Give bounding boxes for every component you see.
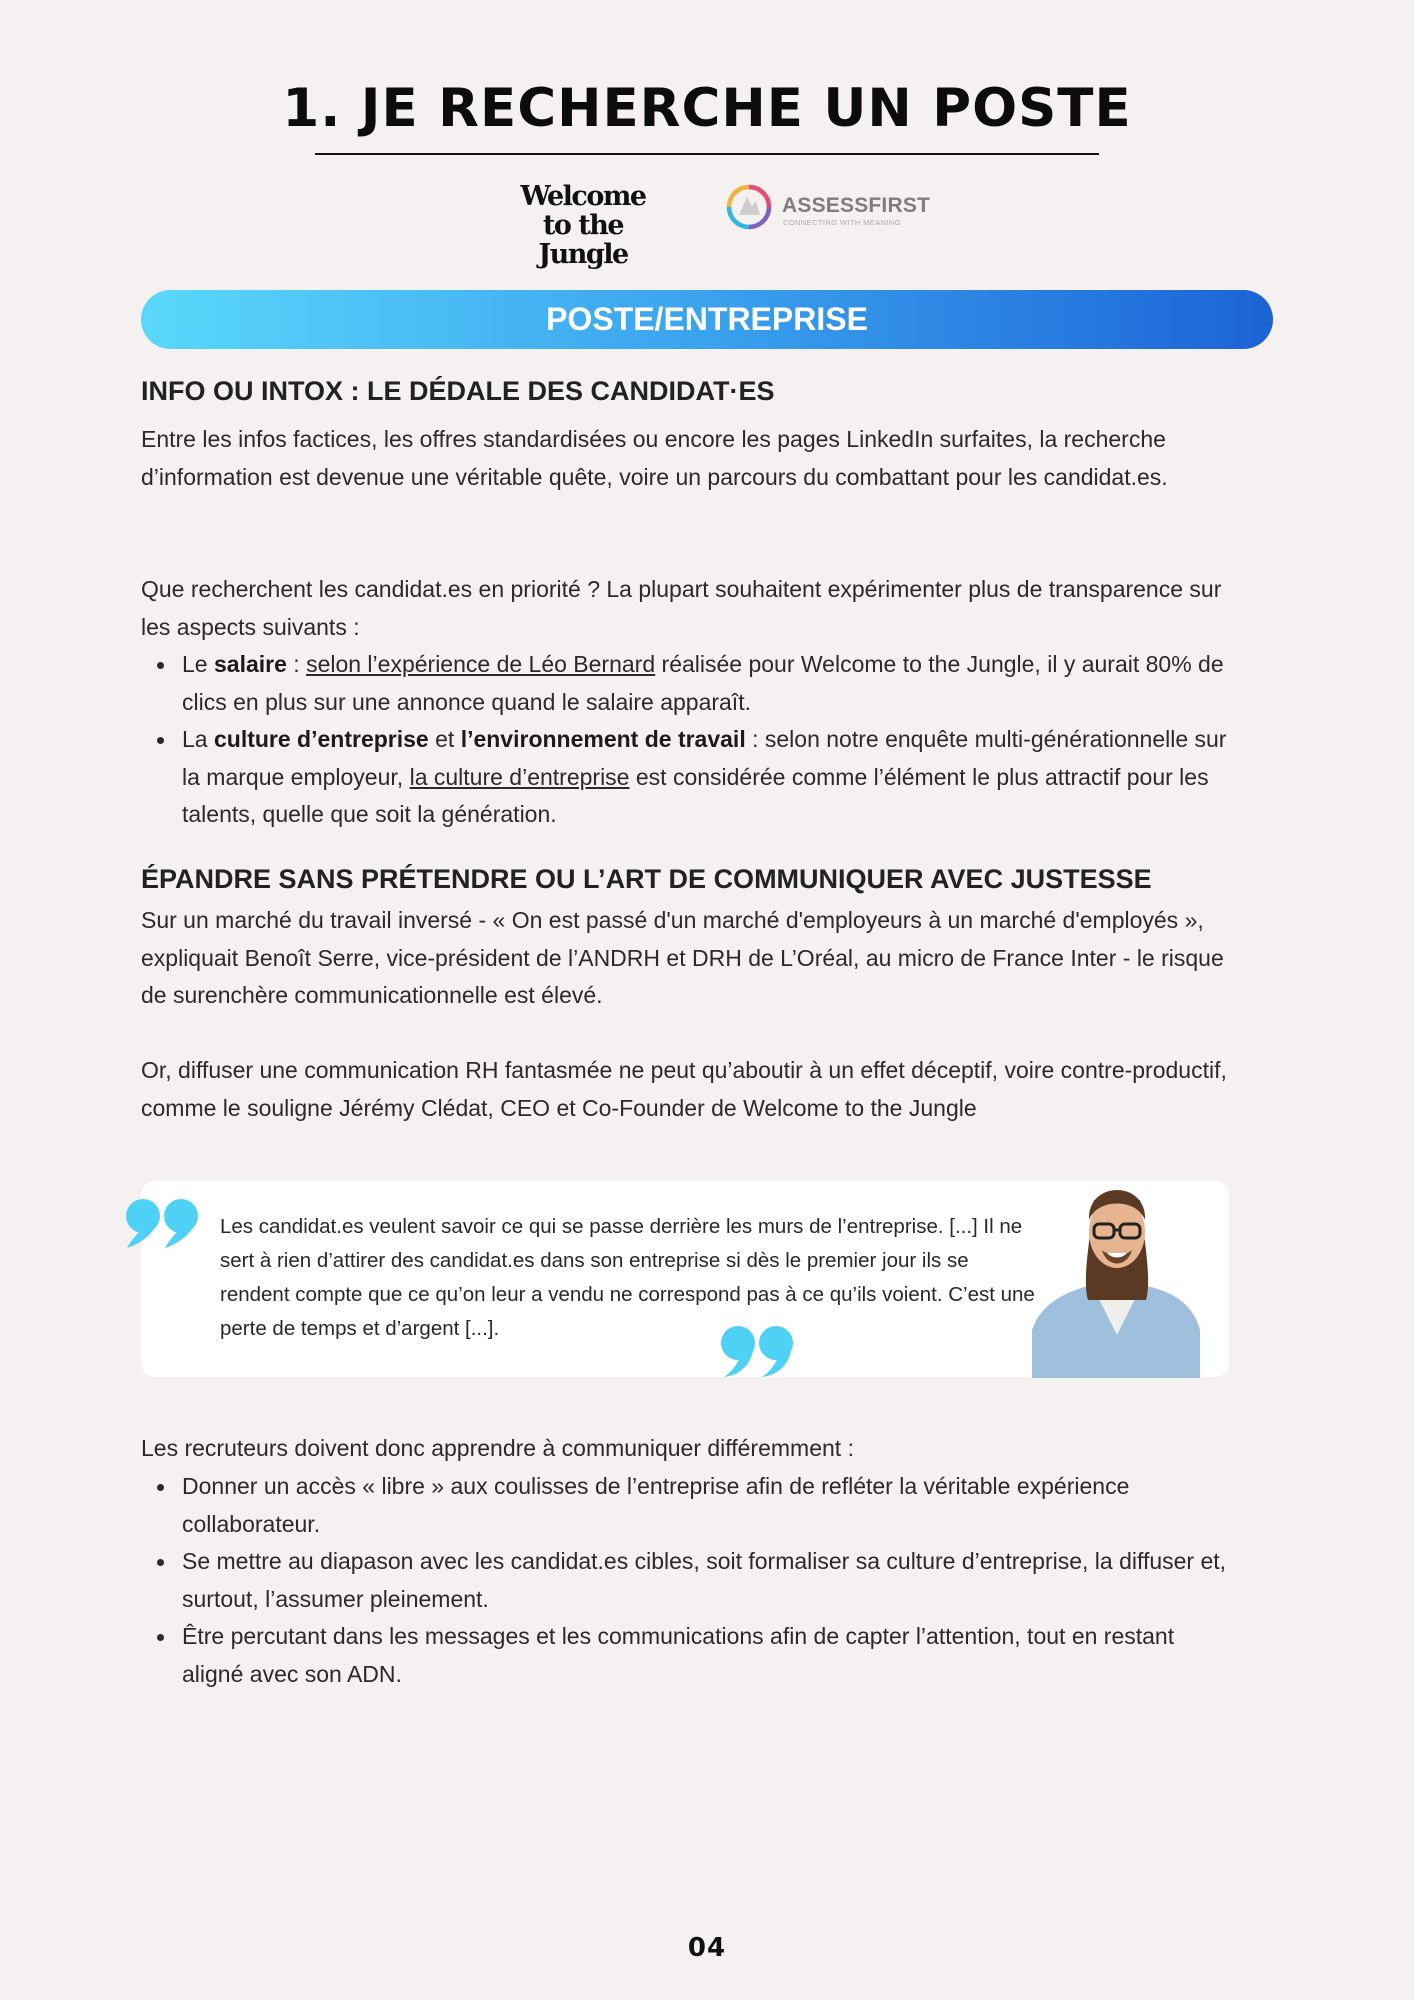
- bold-environnement: l’environnement de travail: [460, 726, 746, 752]
- section3-intro: Les recruteurs doivent donc apprendre à communiquer différemment :: [141, 1435, 854, 1461]
- section1-paragraph-1: Entre les infos factices, les offres standardisées ou encore les pages LinkedIn surfaites, la recherche d’information est devenue une véritable quête, voire un parcours du combattant pour les candidat.es.: [141, 426, 1168, 490]
- assessfirst-tagline: CONNECTING WITH MEANING: [783, 218, 901, 227]
- wttj-logo-line2: to the Jungle: [538, 210, 628, 270]
- page-title: 1. JE RECHERCHE UN POSTE: [282, 78, 1132, 139]
- open-quote-icon: [125, 1194, 201, 1250]
- title-divider: [315, 153, 1099, 155]
- assessfirst-mark-icon: [726, 184, 772, 230]
- close-quote-icon: [718, 1323, 794, 1379]
- list-item: Être percutant dans les messages et les communications afin de capter l’attention, tout en restant aligné avec son ADN.: [141, 1618, 1231, 1693]
- wttj-logo-line1: Welcome: [520, 181, 646, 212]
- section-banner: POSTE/ENTREPRISE: [141, 290, 1273, 349]
- speaker-portrait: [1032, 1160, 1202, 1378]
- bold-salaire: salaire: [213, 651, 287, 677]
- assessfirst-logo: [726, 184, 931, 234]
- link-culture-entreprise[interactable]: la culture d’entreprise: [409, 763, 630, 790]
- section2-paragraph-2: Or, diffuser une communication RH fantasmée ne peut qu’aboutir à un effet déceptif, voire contre-productif, comme le souligne Jérémy Clédat, CEO et Co-Founder de Welcome to the Jungle: [141, 1057, 1227, 1121]
- assessfirst-name: ASSESSFIRST: [782, 194, 931, 217]
- list-item-culture: La culture d’entreprise et l’environnement de travail : selon notre enquête multi-générationnelle sur la marque employeur, la culture d’entreprise est considérée comme l’élément le plus attractif pour les talents, quelle que soit la génération.: [141, 721, 1231, 834]
- transparency-list: [141, 646, 1231, 834]
- link-leo-bernard-experience[interactable]: selon l’expérience de Léo Bernard: [306, 651, 656, 677]
- section2-paragraph-1: Sur un marché du travail inversé - « On est passé d'un marché d'employeurs à un marché d'employés », expliquait Benoît Serre, vice-président de l’ANDRH et DRH de L’Oréal, au micro de France Inter - le risque de surenchère communicationnelle est élevé.: [141, 907, 1224, 1008]
- list-item: Donner un accès « libre » aux coulisses de l’entreprise afin de refléter la véritable expérience collaborateur.: [141, 1468, 1231, 1543]
- list-item-salaire: Le salaire : selon l’expérience de Léo Bernard réalisée pour Welcome to the Jungle, il y aurait 80% de clics en plus sur une annonce quand le salaire apparaît.: [141, 646, 1231, 721]
- section1-paragraph-2: Que recherchent les candidat.es en priorité ? La plupart souhaitent expérimenter plus de transparence sur les aspects suivants :: [141, 576, 1222, 640]
- recommendations-list: [141, 1468, 1231, 1693]
- list-item: Se mettre au diapason avec les candidat.es cibles, soit formaliser sa culture d’entreprise, la diffuser et, surtout, l’assumer pleinement.: [141, 1543, 1231, 1618]
- section-title-epandre: ÉPANDRE SANS PRÉTENDRE OU L’ART DE COMMUNIQUER AVEC JUSTESSE: [141, 864, 1152, 894]
- bold-culture: culture d’entreprise: [213, 726, 429, 752]
- section-title-info-intox: INFO OU INTOX : LE DÉDALE DES CANDIDAT·ES: [141, 376, 775, 406]
- welcome-to-the-jungle-logo: [500, 182, 666, 269]
- quote-text: Les candidat.es veulent savoir ce qui se passe derrière les murs de l’entreprise. [...] Il ne sert à rien d’attirer des candidat.es dans son entreprise si dès le premier jour ils se rendent compte que ce qu’on leur a vendu ne correspond pas à ce qu’ils voient. C’est une perte de temps et d’argent [...].: [220, 1215, 1035, 1340]
- page-number: 04: [687, 1933, 727, 1963]
